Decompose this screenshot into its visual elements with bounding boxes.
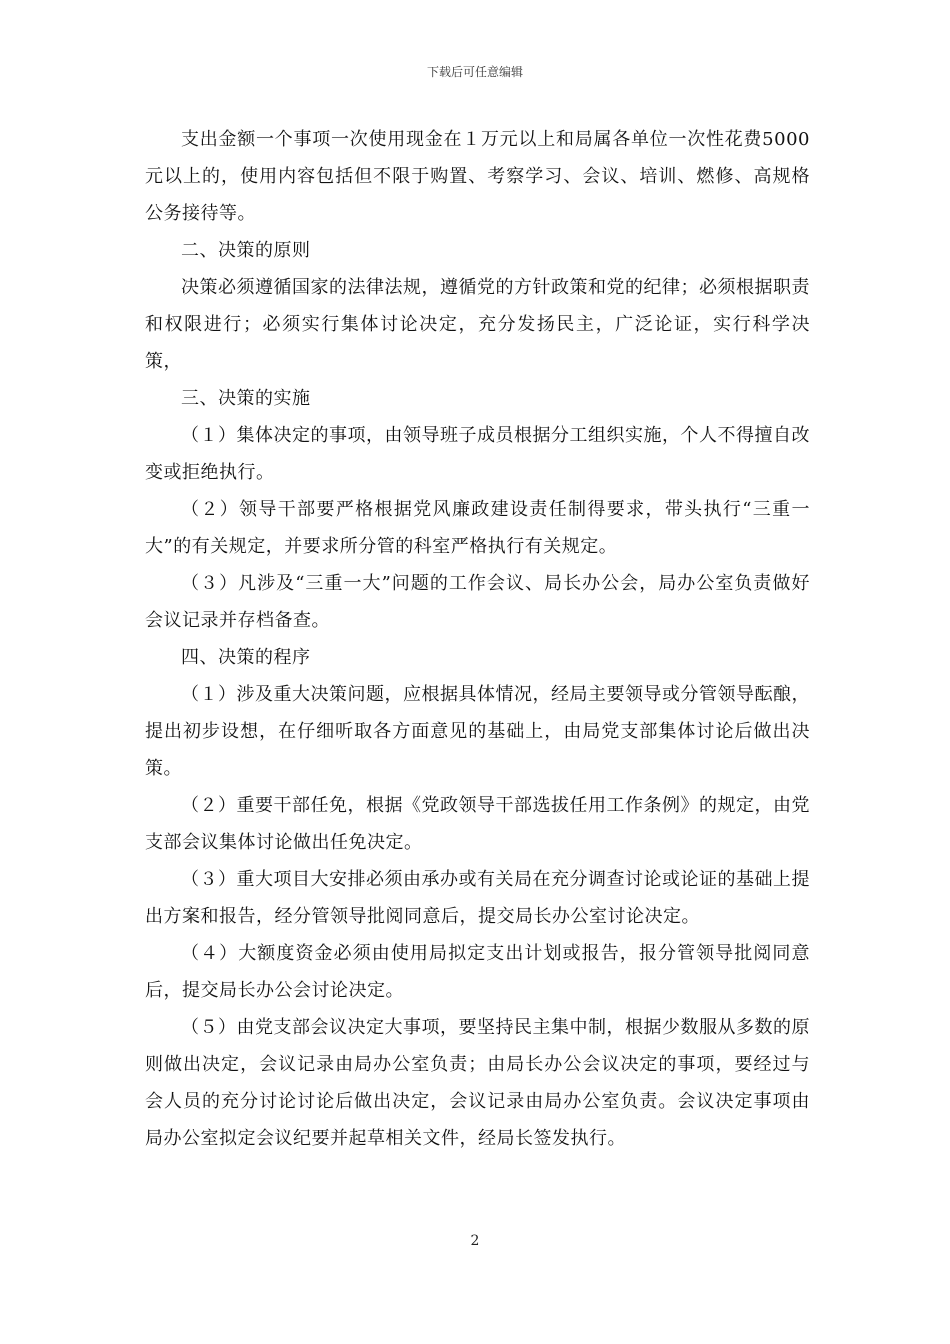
paragraph-procedure-5: （５）由党支部会议决定大事项，要坚持民主集中制，根据少数服从多数的原则做出决定，会议记录由局办公室负责；由局长办公会议决定的事项，要经过与会人员的充分讨论讨论后做出决定，会议记录由局办公室负责。会议决定事项由局办公室拟定会议纪要并起草相关文件，经局长签发执行。: [145, 1017, 810, 1149]
page-header: 下载后可任意编辑: [426, 65, 523, 79]
paragraph-procedure-4: （４）大额度资金必须由使用局拟定支出计划或报告，报分管领导批阅同意后，提交局长办公会讨论决定。: [145, 943, 810, 1001]
paragraph-implementation-2: （２）领导干部要严格根据党风廉政建设责任制得要求，带头执行“三重一大”的有关规定，并要求所分管的科室严格执行有关规定。: [145, 499, 810, 557]
paragraph-procedure-3: （３）重大项目大安排必须由承办或有关局在充分调查讨论或论证的基础上提出方案和报告，经分管领导批阅同意后，提交局长办公室讨论决定。: [145, 869, 810, 927]
paragraph-implementation-1: （１）集体决定的事项，由领导班子成员根据分工组织实施，个人不得擅自改变或拒绝执行。: [145, 425, 810, 483]
section-heading-principles: 二、决策的原则: [181, 240, 311, 261]
section-heading-implementation: 三、决策的实施: [181, 388, 311, 409]
document-body: [145, 121, 810, 1157]
paragraph-expense-scope: 支出金额一个事项一次使用现金在１万元以上和局属各单位一次性花费5000元以上的，使用内容包括但不限于购置、考察学习、会议、培训、燃修、高规格公务接待等。: [145, 129, 810, 224]
paragraph-implementation-3: （３）凡涉及“三重一大”问题的工作会议、局长办公会，局办公室负责做好会议记录并存档备查。: [145, 573, 810, 631]
paragraph-principles: 决策必须遵循国家的法律法规，遵循党的方针政策和党的纪律；必须根据职责和权限进行；必须实行集体讨论决定，充分发扬民主，广泛论证，实行科学决策，: [145, 277, 810, 372]
paragraph-procedure-2: （２）重要干部任免，根据《党政领导干部选拔任用工作条例》的规定，由党支部会议集体讨论做出任免决定。: [145, 795, 810, 853]
page-number: 2: [470, 1233, 480, 1249]
section-heading-procedure: 四、决策的程序: [181, 647, 311, 668]
paragraph-procedure-1: （１）涉及重大决策问题，应根据具体情况，经局主要领导或分管领导酝酿，提出初步设想，在仔细听取各方面意见的基础上，由局党支部集体讨论后做出决策。: [145, 684, 810, 779]
